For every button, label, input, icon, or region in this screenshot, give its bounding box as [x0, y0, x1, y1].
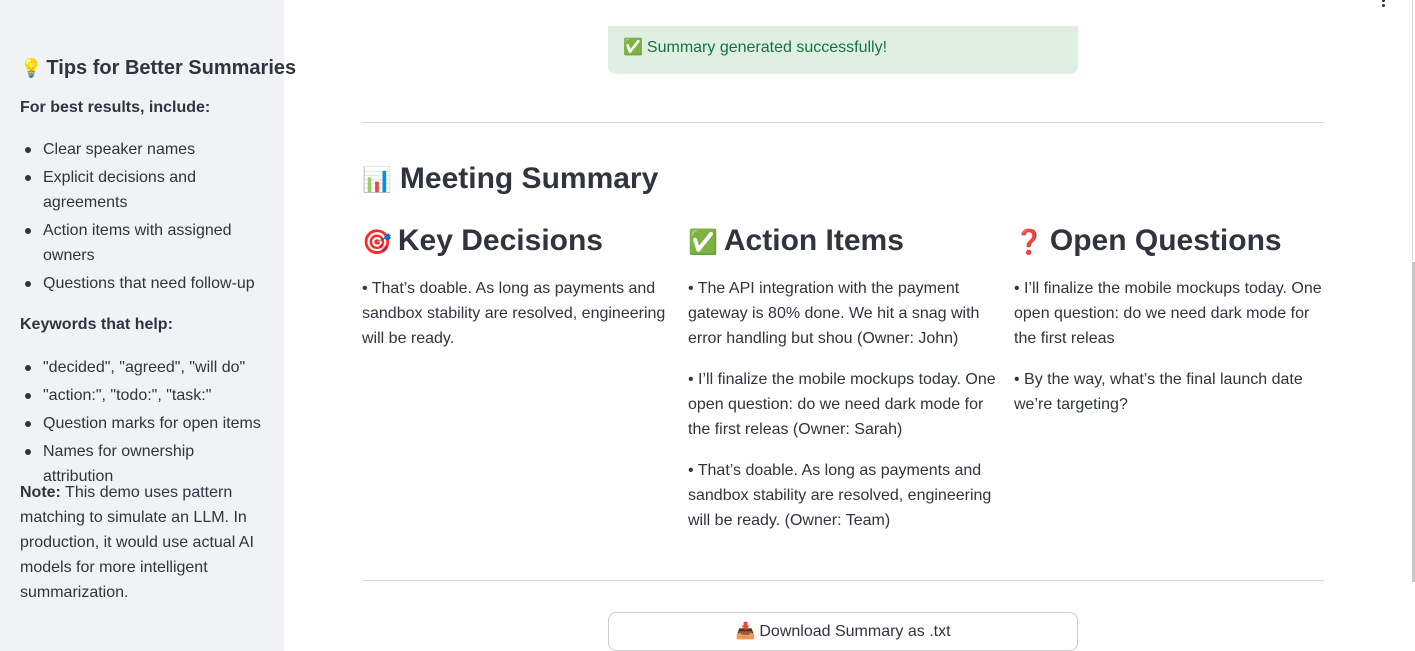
- summary-title: [362, 162, 658, 196]
- keywords-list: [20, 355, 264, 492]
- bar-chart-icon: 📊: [362, 167, 392, 194]
- decision-item: • That’s doable. As long as payments and sandbox stability are resolved, engineering will be ready.: [362, 280, 666, 347]
- open-questions-heading: [1014, 224, 1326, 262]
- question-item: • By the way, what’s the final launch date we’re targeting?: [1014, 371, 1303, 413]
- key-decisions-title: Key Decisions: [397, 224, 603, 257]
- success-alert: [608, 26, 1078, 74]
- question-mark-icon: ❓: [1014, 229, 1044, 256]
- key-decisions-section: [362, 224, 674, 367]
- question-item: • I’ll finalize the mobile mockups today. One open question: do we need dark mode for the first releas: [1014, 280, 1322, 347]
- download-label: Download Summary as .txt: [759, 623, 951, 640]
- list-item: Questions that need follow-up: [20, 271, 264, 296]
- sidebar-note: [20, 480, 260, 605]
- action-item: • I’ll finalize the mobile mockups today. One open question: do we need dark mode for the first releas (Owner: Sarah): [688, 371, 996, 438]
- best-results-heading: For best results, include:: [20, 99, 211, 116]
- check-box-icon: ✅: [688, 229, 718, 256]
- sidebar-title: [20, 57, 296, 80]
- note-text: This demo uses pattern matching to simulate an LLM. In production, it would use actual AI models for more intelligent summarization.: [20, 484, 254, 601]
- action-items-title: Action Items: [723, 224, 904, 257]
- action-items-section: [688, 224, 1000, 549]
- list-item: Explicit decisions and agreements: [20, 165, 264, 215]
- sidebar: [0, 0, 297, 651]
- more-options-icon[interactable]: [1378, 0, 1388, 6]
- success-message: Summary generated successfully!: [646, 39, 888, 56]
- keywords-heading: Keywords that help:: [20, 316, 173, 333]
- list-item: Clear speaker names: [20, 137, 264, 162]
- best-results-list: [20, 137, 264, 299]
- note-label: Note:: [20, 484, 61, 501]
- action-items-heading: [688, 224, 1000, 262]
- download-summary-button[interactable]: [608, 612, 1078, 651]
- list-item: Action items with assigned owners: [20, 218, 264, 268]
- divider: [362, 580, 1324, 581]
- lightbulb-icon: 💡: [20, 58, 43, 78]
- divider: [362, 122, 1324, 123]
- list-item: "action:", "todo:", "task:": [20, 383, 264, 408]
- list-item: "decided", "agreed", "will do": [20, 355, 264, 380]
- target-icon: 🎯: [362, 229, 392, 256]
- list-item: Question marks for open items: [20, 411, 264, 436]
- action-item: • The API integration with the payment gateway is 80% done. We hit a snag with error handling but shou (Owner: John): [688, 280, 980, 347]
- check-icon: ✅: [623, 39, 643, 56]
- sidebar-title-text: Tips for Better Summaries: [46, 57, 297, 79]
- scrollbar-track: [1412, 0, 1413, 260]
- open-questions-title: Open Questions: [1049, 224, 1282, 257]
- action-item: • That’s doable. As long as payments and sandbox stability are resolved, engineering will be ready. (Owner: Team): [688, 462, 992, 529]
- open-questions-section: [1014, 224, 1326, 433]
- inbox-tray-icon: 📥: [735, 623, 756, 640]
- list-item: Names for ownership attribution: [20, 439, 264, 489]
- key-decisions-heading: [362, 224, 674, 262]
- summary-title-text: Meeting Summary: [399, 162, 659, 195]
